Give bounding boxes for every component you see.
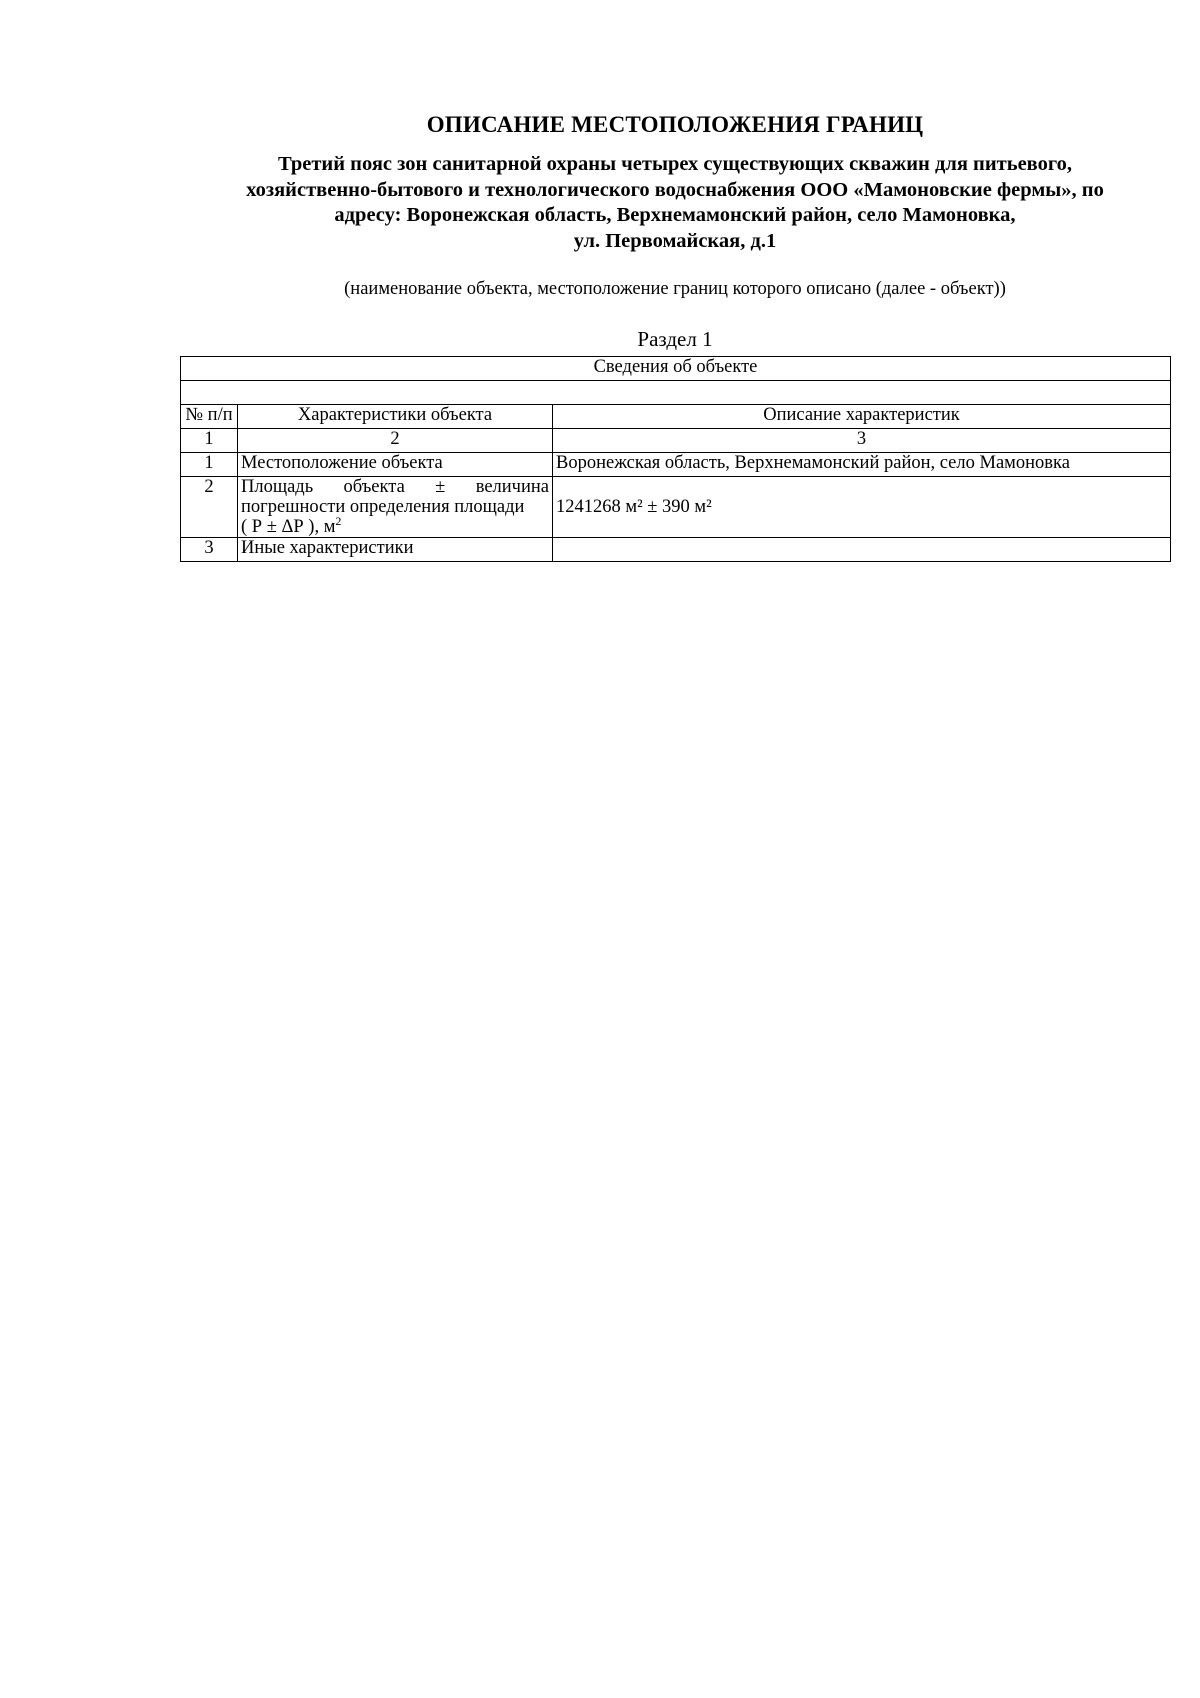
row-characteristic: Местоположение объекта xyxy=(238,453,553,477)
document-title: ОПИСАНИЕ МЕСТОПОЛОЖЕНИЯ ГРАНИЦ xyxy=(426,112,924,137)
table-header-title-row xyxy=(181,357,1171,381)
table-column-headers xyxy=(181,405,1171,429)
characteristic-line xyxy=(241,513,549,537)
section-title: Раздел 1 xyxy=(637,327,713,351)
characteristic-line: погрешности определения площади xyxy=(241,497,525,517)
subtitle-line: Третий пояс зон санитарной охраны четырех существующих скважин для питьевого, xyxy=(277,153,1073,175)
characteristic-line: Площадь объекта ± величина xyxy=(241,477,549,497)
column-header-num: № п/п xyxy=(181,405,238,429)
row-characteristic: Иные характеристики xyxy=(238,538,553,562)
object-info-table xyxy=(180,356,1171,562)
characteristic-formula: ( Р ± ΔР ), м xyxy=(241,517,336,537)
column-number: 2 xyxy=(238,429,553,453)
row-description: Воронежская область, Верхнемамонский район, село Мамоновка xyxy=(553,453,1171,477)
table-row xyxy=(181,477,1171,538)
table-empty-row xyxy=(181,381,1171,405)
document-subtitle xyxy=(180,152,1170,254)
column-header-description: Описание характеристик xyxy=(553,405,1171,429)
subtitle-line: хозяйственно-бытового и технологического водоснабжения ООО «Мамоновские фермы», по xyxy=(246,178,1104,201)
table-empty-cell xyxy=(181,381,1171,405)
table-row xyxy=(181,453,1171,477)
row-num: 3 xyxy=(181,538,238,562)
column-number: 1 xyxy=(181,429,238,453)
table-header-title: Сведения об объекте xyxy=(181,357,1171,381)
object-caption: (наименование объекта, местоположение границ которого описано (далее - объект)) xyxy=(344,279,1006,299)
table-row xyxy=(181,538,1171,562)
row-num: 2 xyxy=(181,477,238,538)
row-description xyxy=(553,538,1171,562)
subtitle-line: адресу: Воронежская область, Верхнемамонский район, село Мамоновка, xyxy=(334,204,1016,226)
row-description: 1241268 м² ± 390 м² xyxy=(553,477,1171,538)
column-number: 3 xyxy=(553,429,1171,453)
table-column-numbers xyxy=(181,429,1171,453)
subtitle-line: ул. Первомайская, д.1 xyxy=(573,229,777,252)
row-characteristic xyxy=(238,477,553,538)
row-num: 1 xyxy=(181,453,238,477)
unit-superscript: 2 xyxy=(335,513,342,528)
column-header-characteristic: Характеристики объекта xyxy=(238,405,553,429)
